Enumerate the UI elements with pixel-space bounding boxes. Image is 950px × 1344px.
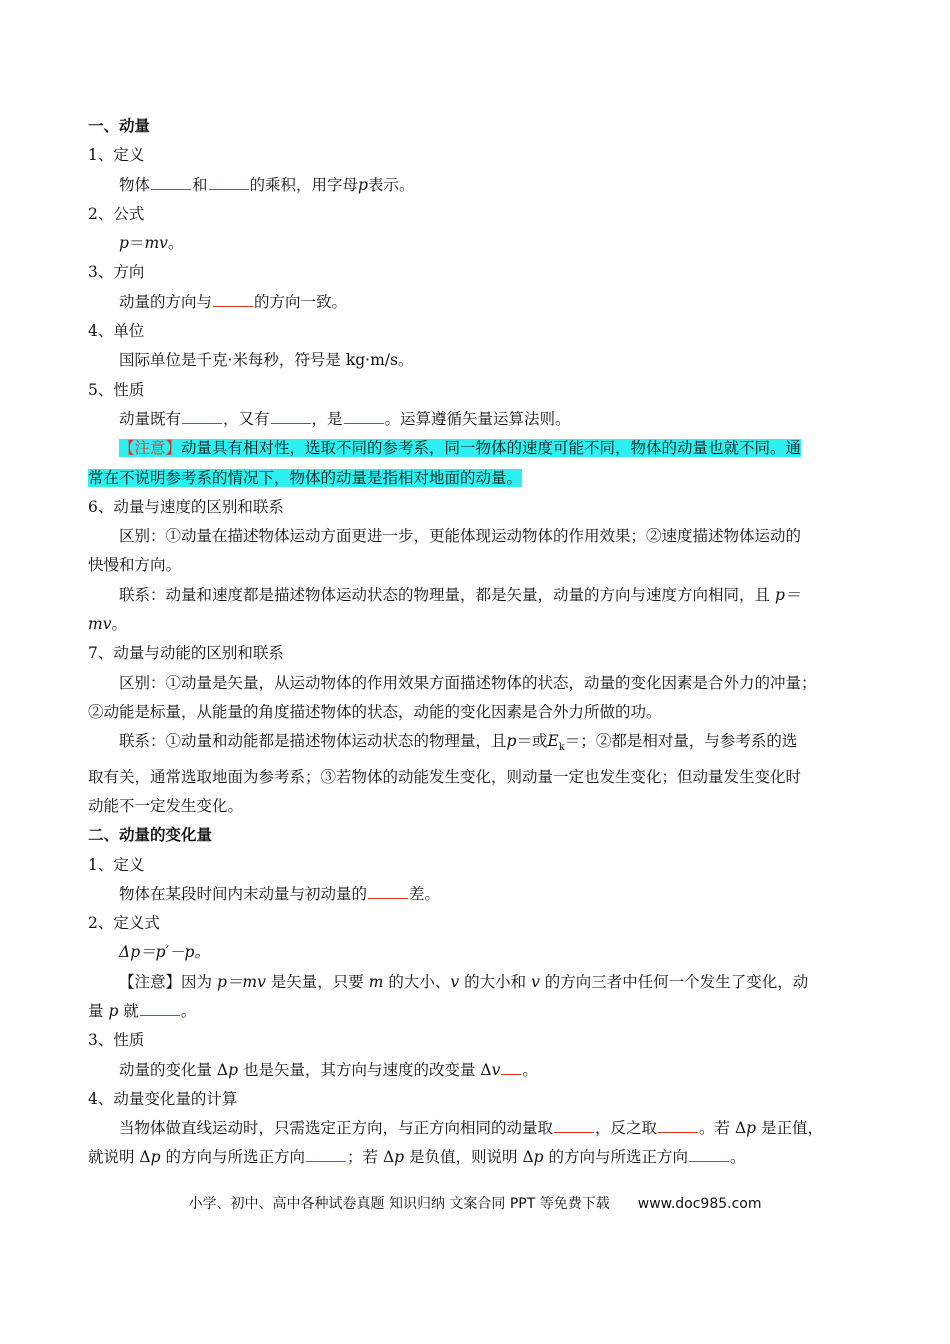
- formula-p-mv: p＝mv。: [119, 234, 184, 253]
- item-change-formula-title: 2、定义式: [88, 914, 160, 933]
- fill-blank[interactable]: [213, 291, 253, 307]
- fill-blank[interactable]: [209, 174, 249, 190]
- item6-difference-line2: 快慢和方向。: [88, 556, 182, 575]
- page-footer: [0, 1193, 950, 1213]
- item-change-property-text: 动量的变化量 Δp 也是矢量，其方向与速度的改变量 Δv 。: [119, 1060, 538, 1079]
- note-change-line1: 【注意】因为 p＝mv 是矢量，只要 m 的大小、v 的大小和 v 的方向三者中任何一个发生了变化，动: [119, 972, 809, 991]
- item-direction-title: 3、方向: [88, 263, 145, 282]
- item7-relation-line3: 动能不一定发生变化。: [88, 796, 244, 815]
- fill-blank[interactable]: [658, 1117, 698, 1133]
- item-formula-title: 2、公式: [88, 204, 145, 223]
- item7-relation-line1: 联系：①动量和动能都是描述物体运动状态的物理量，且p＝或$E_k=$；②都是相对量，与参考系的选: [119, 732, 798, 754]
- item-change-definition-title: 1、定义: [88, 855, 145, 874]
- fill-blank[interactable]: [554, 1117, 594, 1133]
- fill-blank[interactable]: [151, 174, 191, 190]
- item-momentum-energy-title: 7、动量与动能的区别和联系: [88, 644, 284, 663]
- item-property-title: 5、性质: [88, 380, 145, 399]
- item-change-calc-line2: 就说明 Δp 的方向与所选正方向 ；若 Δp 是负值，则说明 Δp 的方向与所选正方向 。: [88, 1148, 746, 1167]
- item-property-text: 动量既有 ，又有 ，是 。运算遵循矢量运算法则。: [119, 409, 571, 428]
- footer-url[interactable]: www.doc985.com: [637, 1196, 762, 1212]
- fill-blank[interactable]: [271, 408, 311, 424]
- fill-blank[interactable]: [344, 408, 384, 424]
- fill-blank[interactable]: [306, 1146, 346, 1162]
- note-highlight-line2: 常在不说明参考系的情况下，物体的动量是指相对地面的动量。: [88, 468, 523, 487]
- item6-difference-line1: 区别：①动量在描述物体运动方面更进一步，更能体现运动物体的作用效果；②速度描述物体运动的: [119, 527, 802, 546]
- section-title-momentum-change: 二、动量的变化量: [88, 826, 213, 845]
- item-definition-title: 1、定义: [88, 146, 145, 165]
- fill-blank[interactable]: [140, 1000, 180, 1016]
- item-change-calc-title: 4、动量变化量的计算: [88, 1089, 238, 1108]
- formula-delta-p: Δp＝p′－p。: [119, 943, 210, 962]
- item6-relation-line2: mv。: [88, 615, 127, 634]
- item-change-property-title: 3、性质: [88, 1031, 145, 1050]
- item-change-calc-line1: 当物体做直线运动时，只需选定正方向，与正方向相同的动量取 ，反之取 。若 Δp 是正值，: [119, 1119, 824, 1138]
- item7-difference-line2: ②动能是标量，从能量的角度描述物体的状态，动能的变化因素是合外力所做的功。: [88, 702, 662, 721]
- note-change-line2: 量 p 就 。: [88, 1002, 197, 1020]
- note-highlight-line1: 【注意】动量具有相对性，选取不同的参考系，同一物体的速度可能不同，物体的动量也就不同。通: [119, 439, 802, 458]
- fill-blank[interactable]: [501, 1059, 521, 1075]
- item-unit-title: 4、单位: [88, 322, 145, 341]
- fill-blank[interactable]: [182, 408, 222, 424]
- item6-relation-line1: 联系：动量和速度都是描述物体运动状态的物理量，都是矢量，动量的方向与速度方向相同，且 p＝: [119, 585, 801, 604]
- item-change-definition-text: 物体在某段时间内末动量与初动量的 差。: [119, 884, 441, 903]
- footer-text: 小学、初中、高中各种试卷真题 知识归纳 文案合同 PPT 等免费下载: [188, 1196, 610, 1212]
- item-definition-text: 物体 和 的乘积，用字母p表示。: [119, 175, 415, 194]
- fill-blank[interactable]: [368, 883, 408, 899]
- item7-relation-line2: 取有关，通常选取地面为参考系；③若物体的动能发生变化，则动量一定也发生变化；但动量发生变化时: [88, 767, 802, 786]
- document-body: [88, 112, 864, 1173]
- item7-difference-line1: 区别：①动量是矢量，从运动物体的作用效果方面描述物体的状态，动量的变化因素是合外力的冲量；: [119, 673, 817, 692]
- item-direction-text: 动量的方向与 的方向一致。: [119, 292, 348, 311]
- item-momentum-velocity-title: 6、动量与速度的区别和联系: [88, 497, 284, 516]
- section-title-momentum: 一、动量: [88, 117, 151, 135]
- item-unit-text: 国际单位是千克·米每秒，符号是 kg·m/s。: [119, 351, 414, 370]
- fill-blank[interactable]: [689, 1146, 729, 1162]
